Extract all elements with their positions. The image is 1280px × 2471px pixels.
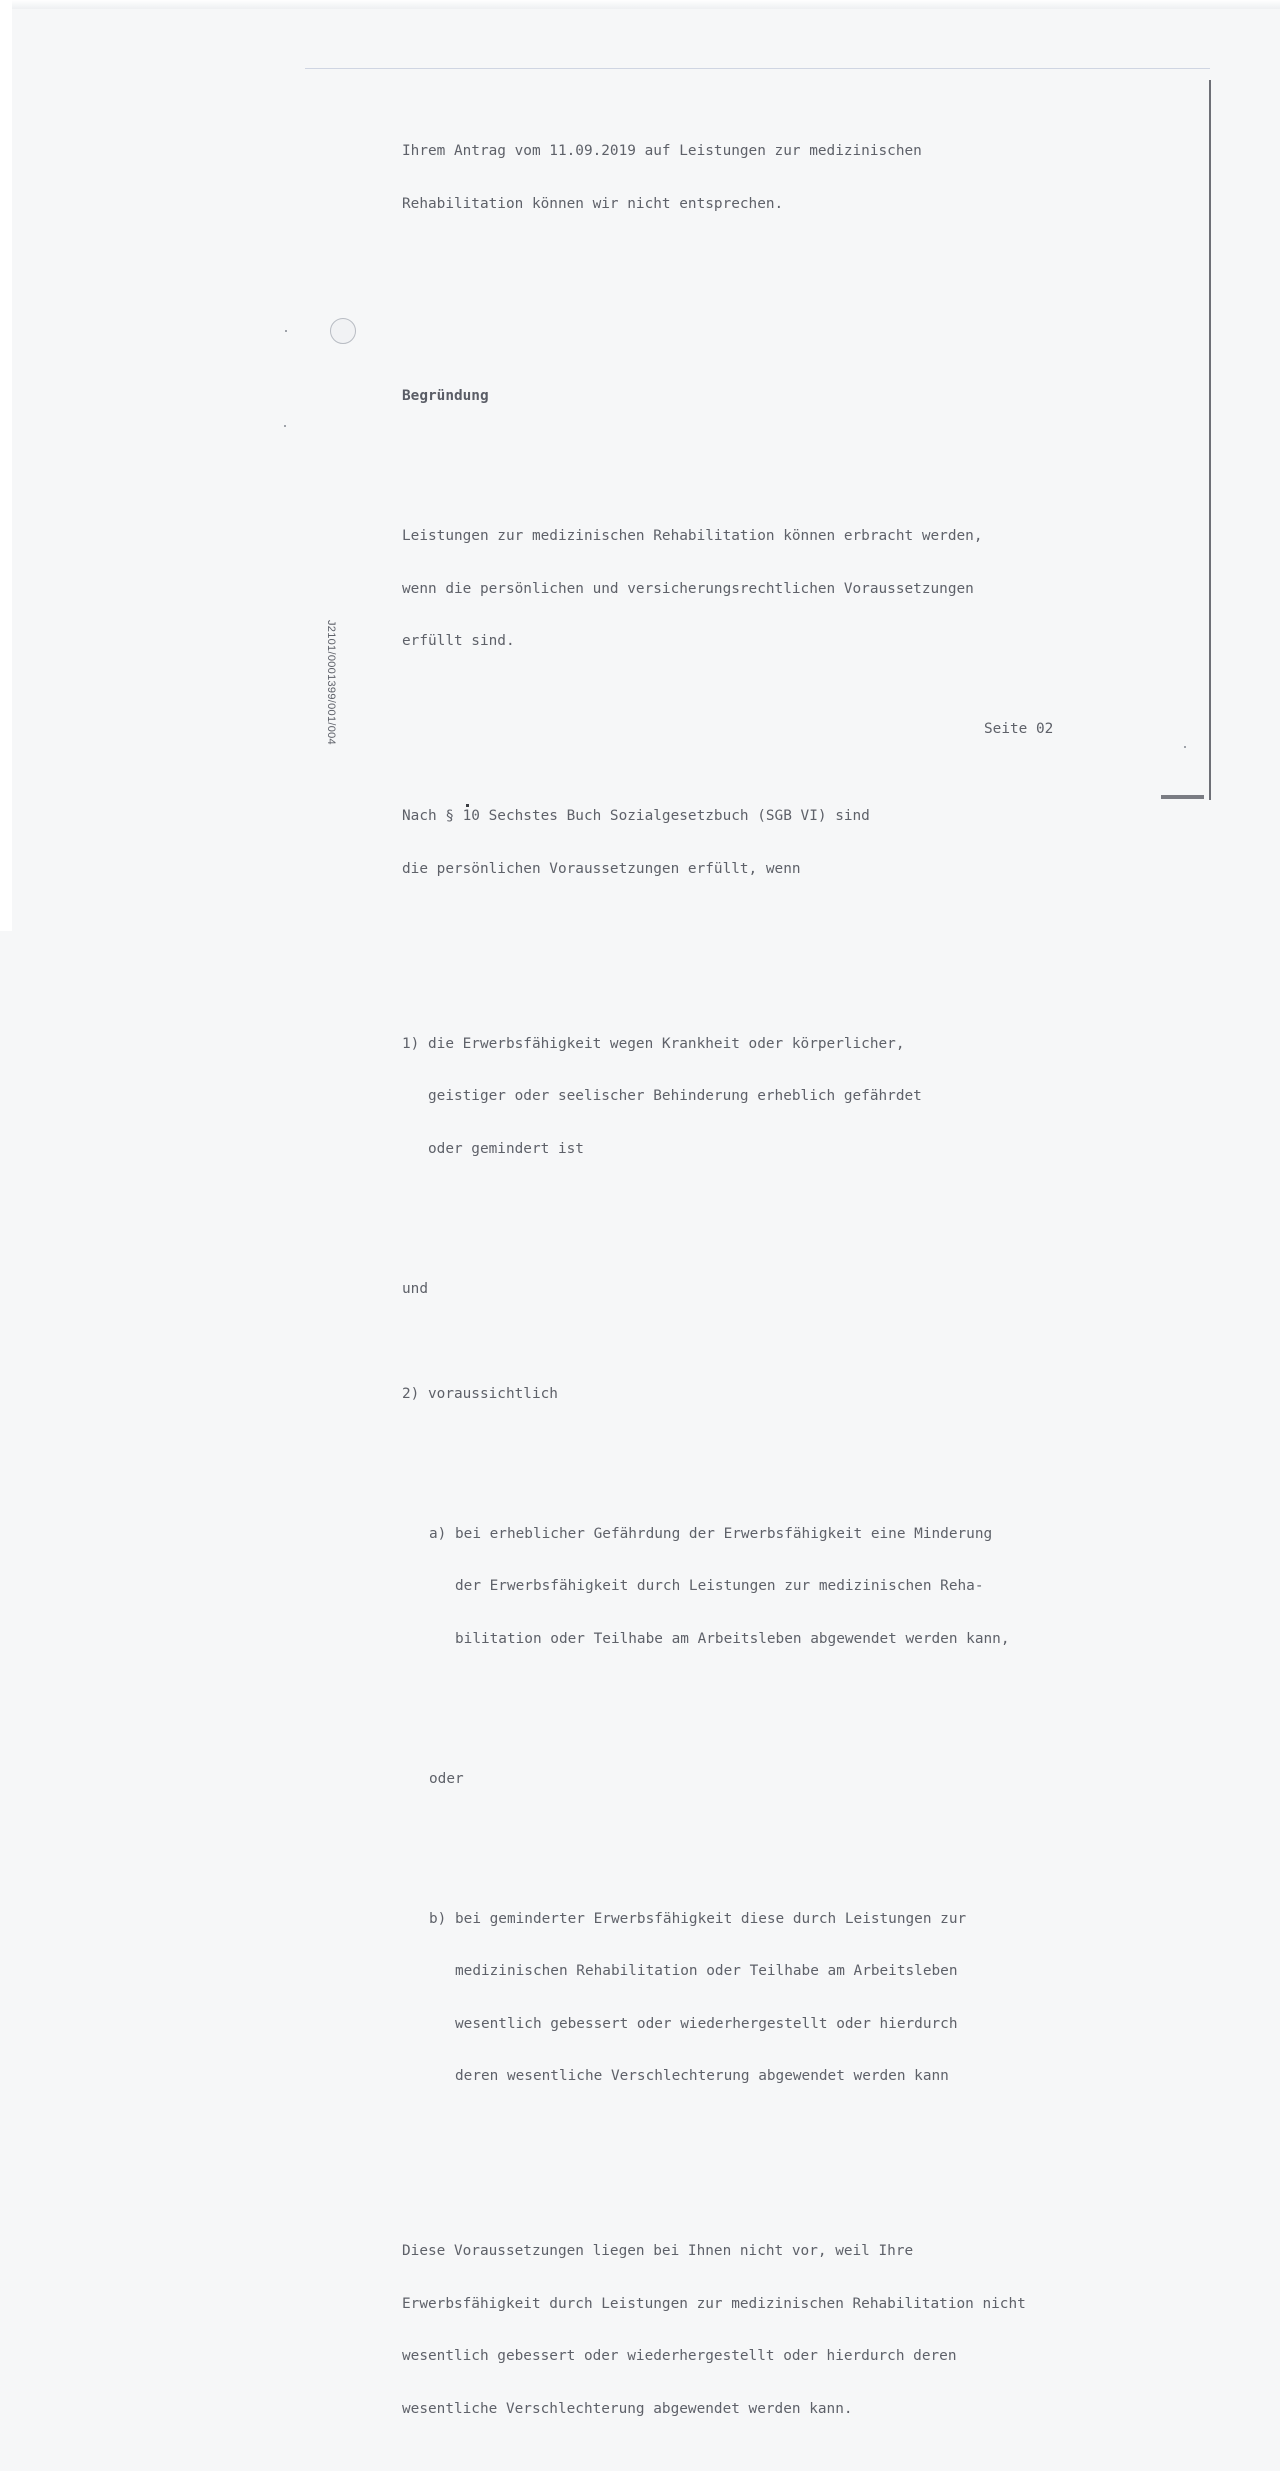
condition-item-2-label: 2) voraussichtlich <box>402 1385 558 1402</box>
intro-paragraph <box>402 108 1192 248</box>
connector-und: und <box>402 1280 428 1297</box>
condition-item-1 <box>402 1001 1192 1194</box>
scan-left-border <box>0 0 12 931</box>
document-reference-code: J2101/0001399/001/004 <box>325 620 337 745</box>
text-line: 1) die Erwerbsfähigkeit wegen Krankheit oder körperlicher, <box>402 1035 905 1052</box>
text-line: b) bei geminderter Erwerbsfähigkeit diese durch Leistungen zur <box>429 1910 967 1927</box>
page-number: Seite 02 <box>984 721 1054 737</box>
connector-oder: oder <box>429 1770 464 1787</box>
text-line: bilitation oder Teilhabe am Arbeitsleben abgewendet werden kann, <box>429 1630 1010 1647</box>
section-heading: Begründung <box>402 388 489 404</box>
condition-item-2b <box>402 1876 1192 2121</box>
condition-item-2a <box>402 1491 1192 1684</box>
text-line: geistiger oder seelischer Behinderung erheblich gefährdet <box>402 1088 922 1104</box>
text-line: oder gemindert ist <box>402 1140 584 1157</box>
text-line: Nach § 10 Sechstes Buch Sozialgesetzbuch (SGB VI) sind <box>402 808 870 824</box>
conclusion-paragraph <box>402 2208 1192 2453</box>
text-line: deren wesentliche Verschlechterung abgewendet werden kann <box>429 2068 949 2084</box>
scan-top-border <box>12 0 1280 9</box>
scan-speck <box>284 425 286 427</box>
scan-speck <box>285 330 287 332</box>
text-line: Erwerbsfähigkeit durch Leistungen zur medizinischen Rehabilitation nicht <box>402 2295 1026 2312</box>
page-top-edge <box>305 68 1210 69</box>
hole-punch-mark <box>330 318 356 344</box>
text-line: Ihrem Antrag vom 11.09.2019 auf Leistungen zur medizinischen <box>402 143 922 159</box>
text-line: der Erwerbsfähigkeit durch Leistungen zur medizinischen Reha- <box>429 1578 984 1594</box>
text-line: wenn die persönlichen und versicherungsrechtlichen Voraussetzungen <box>402 580 974 597</box>
text-line: die persönlichen Voraussetzungen erfüllt, wenn <box>402 860 801 877</box>
page-right-edge <box>1209 80 1211 800</box>
letter-body <box>402 73 1192 2471</box>
text-line: erfüllt sind. <box>402 633 515 649</box>
text-line: Diese Voraussetzungen liegen bei Ihnen nicht vor, weil Ihre <box>402 2243 914 2259</box>
text-line: Leistungen zur medizinischen Rehabilitation können erbracht werden, <box>402 528 983 544</box>
text-line: wesentlich gebessert oder wiederhergestellt oder hierdurch <box>429 2015 958 2032</box>
paragraph-requirements <box>402 493 1192 686</box>
text-line: medizinischen Rehabilitation oder Teilhabe am Arbeitsleben <box>429 1963 958 1979</box>
text-line: a) bei erheblicher Gefährdung der Erwerbsfähigkeit eine Minderung <box>429 1525 993 1542</box>
text-line: wesentlich gebessert oder wiederhergestellt oder hierdurch deren <box>402 2348 957 2364</box>
paragraph-legal-basis <box>402 773 1192 913</box>
text-line: Rehabilitation können wir nicht entsprechen. <box>402 195 784 212</box>
text-line: wesentliche Verschlechterung abgewendet werden kann. <box>402 2400 853 2417</box>
